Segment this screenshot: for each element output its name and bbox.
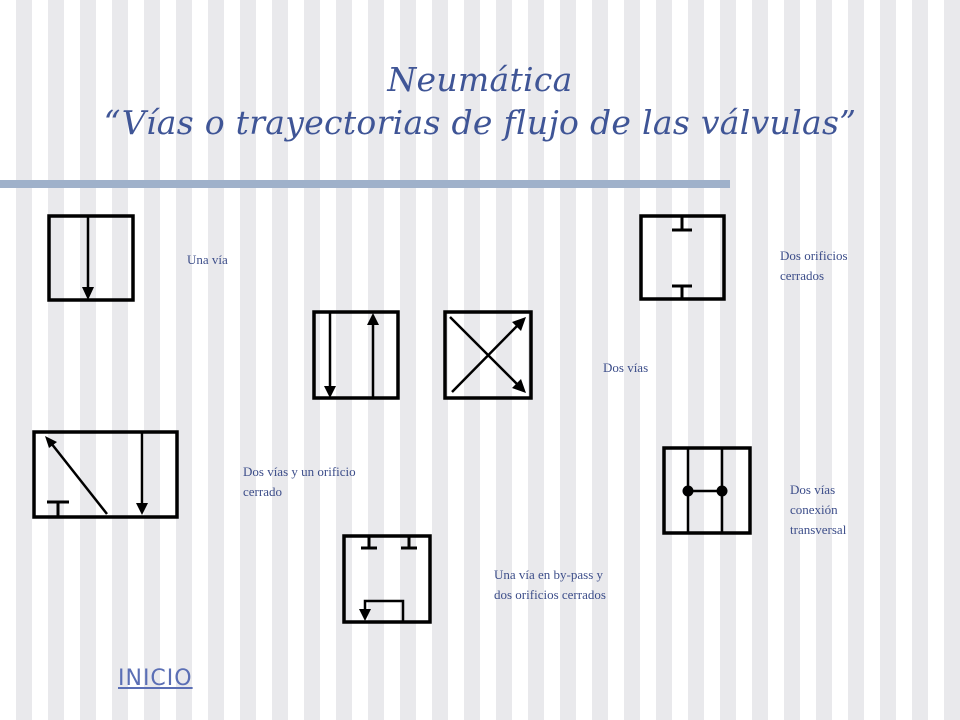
- symbol-dos-vias-cruzadas: [442, 309, 534, 401]
- title-line-1: Neumática: [387, 60, 573, 99]
- label-dos-vias: Dos vías: [603, 360, 649, 375]
- title-line-2: “Vías o trayectorias de flujo de las válvulas”: [103, 103, 857, 142]
- label-dos-vias-un-orificio-cerrado: Dos vías y un orificio cerrado: [243, 464, 356, 499]
- symbol-una-via: [46, 213, 136, 303]
- inicio-link[interactable]: INICIO: [118, 666, 193, 691]
- label-una-via-bypass: Una vía en by-pass y dos orificios cerrados: [494, 567, 606, 602]
- label-dos-orificios-cerrados: Dos orificios cerrados: [780, 248, 848, 283]
- symbol-una-via-bypass: [341, 533, 433, 625]
- label-dos-vias-conexion-transversal: Dos vías conexión transversal: [790, 482, 847, 537]
- symbol-dos-vias-un-orificio-cerrado: [31, 429, 180, 520]
- label-una-via: Una vía: [187, 252, 228, 267]
- page-title: [0, 58, 960, 144]
- symbol-dos-vias-conexion-transversal: [661, 445, 753, 536]
- symbol-dos-vias-paralelas: [311, 309, 401, 401]
- symbol-dos-orificios-cerrados: [638, 213, 728, 303]
- title-divider: [0, 180, 730, 188]
